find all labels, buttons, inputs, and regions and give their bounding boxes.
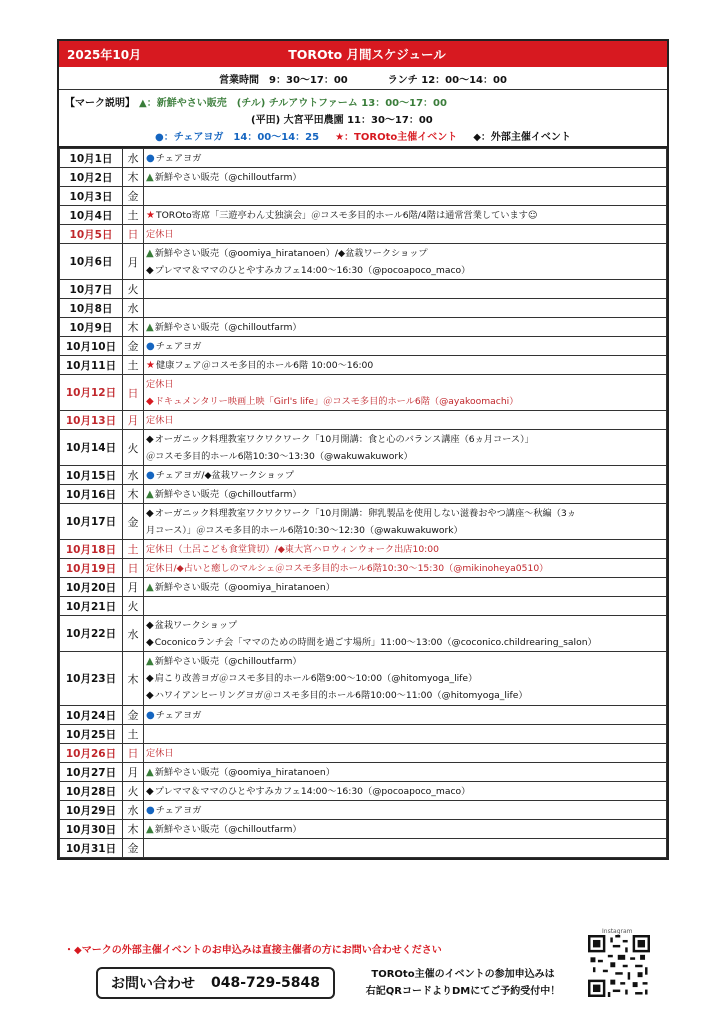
schedule-row [60, 318, 667, 337]
event-text: 新鮮やさい販売（@oomiya_hiratanoen） [154, 581, 335, 593]
event-mark-icon: ★ [146, 209, 155, 221]
row-date: 10月2日 [60, 168, 123, 187]
event-item [146, 764, 664, 781]
row-events [144, 801, 667, 820]
event-text: 新鮮やさい販売（@chilloutfarm） [154, 823, 302, 835]
row-weekday: 日 [123, 559, 144, 578]
row-events [144, 706, 667, 725]
row-events [144, 652, 667, 706]
row-date: 10月13日 [60, 411, 123, 430]
row-date: 10月9日 [60, 318, 123, 337]
row-events [144, 725, 667, 744]
row-weekday: 水 [123, 149, 144, 168]
row-date: 10月28日 [60, 782, 123, 801]
event-mark-icon: ◆ [146, 507, 154, 519]
qr-code-icon[interactable] [588, 935, 650, 997]
schedule-row [60, 725, 667, 744]
event-text: チェアヨガ [155, 340, 202, 352]
event-item [146, 670, 664, 687]
row-date: 10月5日 [60, 225, 123, 244]
event-item [146, 319, 664, 336]
event-text: 新鮮やさい販売（@oomiya_hiratanoen） [154, 766, 335, 778]
event-text: ＠コスモ多目的ホール6階10:30～13:30（@wakuwakuwork） [146, 450, 413, 462]
event-text: 盆栽ワークショップ [154, 619, 238, 631]
row-events [144, 299, 667, 318]
event-mark-icon: ● [146, 469, 155, 481]
event-item [146, 687, 664, 704]
schedule-row [60, 578, 667, 597]
schedule-row [60, 839, 667, 858]
event-mark-icon: ◆ [146, 636, 154, 648]
schedule-row [60, 430, 667, 466]
event-item [146, 653, 664, 670]
row-date: 10月16日 [60, 485, 123, 504]
title-bar [59, 41, 667, 67]
row-weekday: 水 [123, 801, 144, 820]
event-text: チェアヨガ/◆盆栽ワークショップ [155, 469, 295, 481]
event-item [146, 467, 664, 484]
row-events [144, 540, 667, 559]
event-item [146, 579, 664, 596]
event-text: オーガニック料理教室ワクワクワーク「10月開講：食と心のバランス講座（6ヵ月コース）」 [154, 433, 534, 445]
event-item [146, 262, 664, 279]
event-text: 定休日 [146, 414, 174, 426]
row-events [144, 782, 667, 801]
event-item [146, 541, 664, 558]
row-events [144, 168, 667, 187]
row-date: 10月10日 [60, 337, 123, 356]
schedule-row [60, 375, 667, 411]
event-mark-icon: ▲ [146, 823, 154, 835]
event-text: 定休日（土呂こども食堂貸切）/◆東大宮ハロウィンウォーク出店10:00 [146, 543, 439, 555]
row-events [144, 225, 667, 244]
event-text: 新鮮やさい販売（@chilloutfarm） [154, 656, 302, 667]
row-date: 10月1日 [60, 149, 123, 168]
legend-label: 【マーク説明】 [65, 98, 135, 109]
event-text: プレママ＆ママのひとやすみカフェ14:00～16:30（@pocoapoco_maco） [154, 785, 471, 797]
event-text: プレママ＆ママのひとやすみカフェ14:00～16:30（@pocoapoco_maco） [154, 264, 471, 276]
schedule-row [60, 820, 667, 839]
event-mark-icon: ▲ [146, 766, 154, 778]
schedule-row [60, 763, 667, 782]
event-mark-icon: ★ [146, 359, 155, 371]
row-weekday: 金 [123, 706, 144, 725]
event-mark-icon: ● [146, 804, 155, 816]
row-events [144, 504, 667, 540]
schedule-row [60, 706, 667, 725]
row-weekday: 金 [123, 839, 144, 858]
event-text: TOROto寄席「三遊亭わん丈独演会」＠コスモ多目的ホール6階/4階は通常営業しています☺ [155, 209, 538, 221]
event-text: 定休日/◆占いと癒しのマルシェ＠コスモ多目的ホール6階10:30～15:30（@mikinoheya0510） [146, 562, 549, 574]
event-text: Coconicoランチ会「ママのための時間を過ごす場所」11:00～13:00（@coconico.childrearing_salon） [154, 636, 597, 648]
legend-toroto-event: ★：TOROto主催イベント [335, 132, 458, 143]
event-item [146, 338, 664, 355]
event-mark-icon: ◆ [146, 785, 154, 797]
row-date: 10月14日 [60, 430, 123, 466]
event-item [146, 412, 664, 429]
row-date: 10月4日 [60, 206, 123, 225]
contact-label: お問い合わせ [110, 976, 195, 992]
event-text: オーガニック料理教室ワクワクワーク「10月開講：卵乳製品を使用しない滋養おやつ講座～秋編（3ヵ [154, 507, 576, 519]
event-text: 新鮮やさい販売（@chilloutfarm） [154, 171, 302, 183]
row-events [144, 149, 667, 168]
row-date: 10月7日 [60, 280, 123, 299]
schedule-row [60, 337, 667, 356]
row-weekday: 月 [123, 578, 144, 597]
row-events [144, 244, 667, 280]
row-events [144, 430, 667, 466]
schedule-row [60, 187, 667, 206]
row-weekday: 日 [123, 225, 144, 244]
legend-chair-yoga: ●：チェアヨガ 14：00～14：25 [155, 132, 320, 143]
business-hours-text: 営業時間 9：30～17：00 [219, 74, 348, 86]
row-weekday: 木 [123, 652, 144, 706]
event-item [146, 522, 664, 539]
schedule-table [59, 148, 667, 858]
schedule-row [60, 652, 667, 706]
row-date: 10月29日 [60, 801, 123, 820]
row-date: 10月6日 [60, 244, 123, 280]
row-weekday: 土 [123, 206, 144, 225]
month-label: 2025年10月 [67, 47, 142, 62]
row-weekday: 日 [123, 375, 144, 411]
event-text: 定休日 [146, 228, 174, 240]
event-item [146, 707, 664, 724]
lunch-hours-text: ランチ 12：00～14：00 [387, 74, 507, 86]
page-title: TOROto 月間スケジュール [288, 47, 446, 62]
qr-caption: Instagram [602, 928, 633, 935]
schedule-row [60, 466, 667, 485]
event-text: チェアヨガ [155, 152, 202, 164]
schedule-row [60, 280, 667, 299]
event-mark-icon: ◆ [146, 433, 154, 445]
event-text: ドキュメンタリー映画上映「Girl's life」＠コスモ多目的ホール6階（@ayakoomachi） [154, 395, 519, 407]
row-weekday: 木 [123, 820, 144, 839]
row-events [144, 337, 667, 356]
event-mark-icon: ◆ [146, 673, 154, 684]
schedule-row [60, 559, 667, 578]
event-mark-icon: ◆ [146, 395, 154, 407]
row-date: 10月3日 [60, 187, 123, 206]
legend-veg-line1: ▲：新鮮やさい販売 (チル) チルアウトファーム 13：00～17：00 [139, 98, 447, 109]
business-hours [59, 67, 667, 90]
row-date: 10月23日 [60, 652, 123, 706]
event-item [146, 357, 664, 374]
schedule-row [60, 597, 667, 616]
row-date: 10月12日 [60, 375, 123, 411]
row-date: 10月17日 [60, 504, 123, 540]
event-item [146, 376, 664, 393]
event-mark-icon: ● [146, 340, 155, 352]
row-weekday: 火 [123, 597, 144, 616]
row-date: 10月30日 [60, 820, 123, 839]
legend-external-event: ◆：外部主催イベント [473, 132, 571, 143]
event-mark-icon: ▲ [146, 171, 154, 183]
row-events [144, 820, 667, 839]
event-text: 健康フェア＠コスモ多目的ホール6階 10:00～16:00 [155, 359, 374, 371]
row-weekday: 金 [123, 337, 144, 356]
row-events [144, 206, 667, 225]
row-weekday: 木 [123, 485, 144, 504]
row-weekday: 火 [123, 430, 144, 466]
row-events [144, 411, 667, 430]
row-weekday: 土 [123, 725, 144, 744]
event-item [146, 207, 664, 224]
schedule-row [60, 356, 667, 375]
row-weekday: 火 [123, 280, 144, 299]
row-weekday: 木 [123, 318, 144, 337]
schedule-row [60, 540, 667, 559]
schedule-row [60, 299, 667, 318]
row-events [144, 466, 667, 485]
row-events [144, 318, 667, 337]
event-item [146, 486, 664, 503]
event-text: 新鮮やさい販売（@chilloutfarm） [154, 488, 302, 500]
schedule-row [60, 411, 667, 430]
event-item [146, 393, 664, 410]
row-weekday: 木 [123, 168, 144, 187]
event-text: 肩こり改善ヨガ＠コスモ多目的ホール6階9:00～10:00（@hitomyoga_life） [154, 673, 478, 684]
row-events [144, 280, 667, 299]
row-date: 10月25日 [60, 725, 123, 744]
row-weekday: 土 [123, 356, 144, 375]
row-weekday: 水 [123, 299, 144, 318]
row-events [144, 578, 667, 597]
event-item [146, 617, 664, 634]
event-mark-icon: ◆ [146, 619, 154, 631]
row-weekday: 金 [123, 187, 144, 206]
legend [59, 90, 667, 148]
event-item [146, 448, 664, 465]
row-weekday: 月 [123, 411, 144, 430]
row-date: 10月20日 [60, 578, 123, 597]
row-events [144, 744, 667, 763]
external-event-notice: ・◆マークの外部主催イベントのお申込みは直接主催者の方にお問い合わせください [64, 945, 442, 956]
row-date: 10月27日 [60, 763, 123, 782]
event-text: 新鮮やさい販売（@chilloutfarm） [154, 321, 302, 333]
row-date: 10月8日 [60, 299, 123, 318]
row-weekday: 月 [123, 244, 144, 280]
schedule-row [60, 744, 667, 763]
event-text: ハワイアンヒーリングヨガ＠コスモ多目的ホール6階10:00～11:00（@hitomyoga_life） [154, 690, 528, 701]
row-date: 10月31日 [60, 839, 123, 858]
row-date: 10月19日 [60, 559, 123, 578]
row-events [144, 763, 667, 782]
row-weekday: 月 [123, 763, 144, 782]
event-mark-icon: ▲ [146, 581, 154, 593]
event-mark-icon: ◆ [146, 690, 154, 701]
schedule-row [60, 244, 667, 280]
legend-veg-line2: (平田) 大宮平田農園 11：30～17：00 [251, 115, 433, 126]
schedule-row [60, 206, 667, 225]
signup-info [350, 966, 576, 1000]
schedule-row [60, 504, 667, 540]
event-item [146, 821, 664, 838]
event-text: 月コース）」＠コスモ多目的ホール6階10:30～12:30（@wakuwakuwork） [146, 524, 463, 536]
event-mark-icon: ▲ [146, 247, 154, 259]
event-item [146, 505, 664, 522]
row-events [144, 559, 667, 578]
contact-phone[interactable]: 048-729-5848 [210, 975, 321, 991]
row-weekday: 水 [123, 616, 144, 652]
row-events [144, 375, 667, 411]
event-mark-icon: ◆ [146, 264, 154, 276]
schedule-row [60, 168, 667, 187]
event-text: 定休日 [146, 378, 174, 390]
event-item [146, 431, 664, 448]
event-item [146, 560, 664, 577]
row-date: 10月11日 [60, 356, 123, 375]
schedule-sheet [57, 39, 669, 860]
event-mark-icon: ● [146, 152, 155, 164]
event-item [146, 245, 664, 262]
row-date: 10月15日 [60, 466, 123, 485]
row-weekday: 水 [123, 466, 144, 485]
event-mark-icon: ▲ [146, 656, 154, 667]
row-events [144, 839, 667, 858]
schedule-row [60, 616, 667, 652]
event-item [146, 745, 664, 762]
signup-line1: TOROto主催のイベントの参加申込みは [371, 969, 555, 980]
row-events [144, 356, 667, 375]
schedule-row [60, 801, 667, 820]
row-weekday: 土 [123, 540, 144, 559]
event-text: 定休日 [146, 747, 174, 759]
row-weekday: 日 [123, 744, 144, 763]
row-events [144, 187, 667, 206]
event-mark-icon: ▲ [146, 321, 154, 333]
contact-box [96, 967, 335, 999]
event-item [146, 634, 664, 651]
event-item [146, 150, 664, 167]
row-date: 10月24日 [60, 706, 123, 725]
signup-line2: 右記QRコードよりDMにてご予約受付中！ [365, 986, 561, 997]
row-events [144, 616, 667, 652]
row-date: 10月22日 [60, 616, 123, 652]
row-date: 10月18日 [60, 540, 123, 559]
event-item [146, 783, 664, 800]
event-text: チェアヨガ [155, 709, 202, 721]
event-mark-icon: ● [146, 709, 155, 721]
schedule-row [60, 149, 667, 168]
event-item [146, 169, 664, 186]
schedule-row [60, 782, 667, 801]
event-item [146, 802, 664, 819]
schedule-row [60, 485, 667, 504]
row-weekday: 金 [123, 504, 144, 540]
schedule-row [60, 225, 667, 244]
row-events [144, 597, 667, 616]
row-date: 10月26日 [60, 744, 123, 763]
event-text: チェアヨガ [155, 804, 202, 816]
row-date: 10月21日 [60, 597, 123, 616]
row-weekday: 火 [123, 782, 144, 801]
row-events [144, 485, 667, 504]
event-text: 新鮮やさい販売（@oomiya_hiratanoen）/◆盆栽ワークショップ [154, 247, 428, 259]
event-item [146, 226, 664, 243]
event-mark-icon: ▲ [146, 488, 154, 500]
